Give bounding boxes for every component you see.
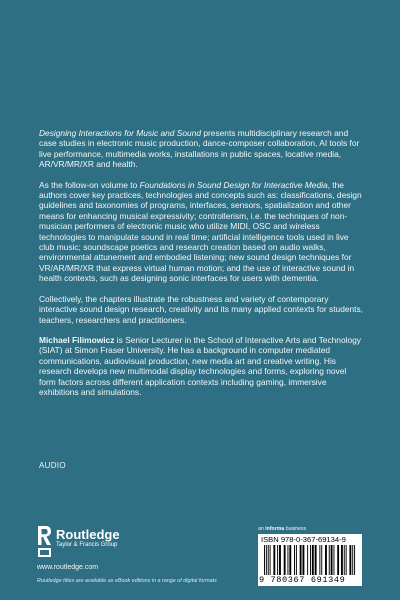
informa-business-label — [258, 526, 306, 532]
author-name: Michael Filimowicz — [39, 334, 115, 345]
barcode-bar — [352, 545, 353, 575]
barcode-bar — [329, 545, 330, 575]
barcode-bar — [310, 545, 311, 575]
publisher-website: www.routledge.com — [37, 564, 99, 571]
barcode-bar — [287, 545, 288, 575]
barcode-bar — [270, 545, 271, 575]
isbn-label: ISBN 978-0-367-69134-9 — [261, 535, 346, 544]
barcode-bar — [331, 545, 333, 575]
barcode-bar — [319, 545, 320, 575]
author-bio-text: is Senior Lecturer in the School of Interactive Arts and Technology (SIAT) at Simon Fraser University. He has a background in computer mediated communications, audiovisual production, new media art and creative writing. His research develops new multimodal display technologies and forms, exploring novel form factors across different application contexts including gaming, immersive exhibitions and simulations. — [39, 334, 361, 397]
barcode-bar — [315, 545, 317, 575]
barcode-bar — [349, 545, 351, 575]
blurb-paragraph-3 — [39, 294, 364, 325]
barcode-digits: 9 780367 691349 — [259, 575, 346, 585]
blurb-paragraph-1 — [39, 128, 364, 170]
barcode-bar — [277, 545, 278, 575]
publisher-logo — [37, 525, 237, 565]
barcode-bar — [341, 545, 343, 575]
barcode-bar — [333, 545, 334, 575]
related-book-title: Foundations in Sound Design for Interactive Media — [139, 179, 328, 190]
barcode-bar — [337, 545, 339, 575]
blurb-text: presents multidisciplinary research and case studies in electronic music production, dance-composer collaboration, AI tools for live performance, multimedia works, installations in public spaces, locative media, AR/VR/MR/XR and health. — [39, 128, 360, 170]
author-bio — [39, 335, 364, 397]
barcode-bar — [302, 545, 304, 575]
blurb-text: As the follow-on volume to — [39, 179, 140, 190]
barcode-bar — [279, 545, 281, 575]
barcode-bar — [325, 545, 327, 575]
barcode-bar — [344, 545, 345, 575]
barcode-bar — [284, 545, 286, 575]
barcode-bar — [268, 545, 269, 575]
barcode-bar — [354, 545, 355, 575]
publisher-group: Taylor & Francis Group — [56, 542, 118, 548]
barcode-bars — [264, 545, 356, 575]
publisher-name: Routledge — [56, 527, 120, 542]
barcode-bar — [312, 545, 314, 575]
barcode-bar — [321, 545, 322, 575]
barcode-bar — [264, 545, 265, 575]
barcode-bar — [307, 545, 308, 575]
ebook-footnote: Routledge titles are available as eBook editions in a range of digital formats — [37, 578, 217, 584]
blurb-text: , the authors cover key practices, technologies and concepts such as: classifications, design guidelines and taxonomies of programs, interfaces, sensors, spatialization and other means for enhancing musical expressivity; controllerism, i.e. the techniques of non-musician performers of electronic music who utilize MIDI, OSC and wireless technologies to manipulate sound in real time; artificial intelligence tools used in live club music; soundscape poetics and research creation based on audio walks, environmental attunement and embodied listening; new sound design techniques for VR/AR/MR/XR that express virtual human motion; and the use of interactive sound in health contexts, such as designing sonic interfaces for users with dementia. — [39, 179, 362, 284]
barcode-bar — [296, 545, 297, 575]
barcode-bar — [273, 545, 275, 575]
barcode-bar — [346, 545, 347, 575]
back-cover-blurb — [39, 128, 364, 407]
barcode-bar — [266, 545, 267, 575]
subject-category: AUDIO — [39, 461, 66, 470]
barcode-bar — [294, 545, 295, 575]
book-title: Designing Interactions for Music and Sound — [39, 128, 202, 138]
informa-prefix: an — [258, 526, 266, 532]
blurb-text: Collectively, the chapters illustrate the robustness and variety of contemporary interactive sound design research, creativity and its many applied contexts for students, teachers, researchers and practitioners. — [39, 293, 364, 325]
blurb-paragraph-2 — [39, 180, 364, 284]
barcode-bar — [300, 545, 302, 575]
barcode-bar — [289, 545, 291, 575]
isbn-barcode — [258, 534, 362, 586]
routledge-r-logo-icon — [37, 525, 52, 558]
informa-brand: informa — [265, 526, 285, 532]
informa-suffix: business — [284, 526, 307, 532]
